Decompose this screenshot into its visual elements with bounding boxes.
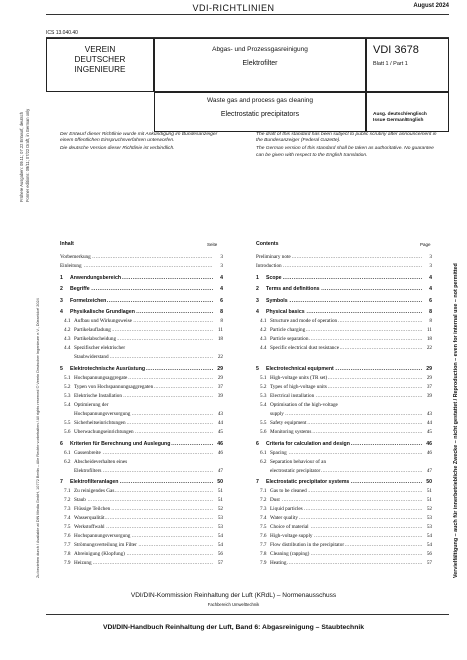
division-name: Fachbereich Umwelttechnik: [207, 602, 260, 607]
toc-en-title: Contents: [256, 241, 279, 247]
toc-entry-text: Flow distribution in the precipitator: [270, 542, 345, 549]
toc-entry-page: 47: [426, 467, 432, 474]
toc-entry-number: 6.2: [260, 458, 267, 465]
toc-entry: [256, 298, 432, 305]
toc-entry: [60, 488, 223, 495]
toc-entry: [256, 488, 432, 495]
toc-entry-text: Wasserqualität: [74, 515, 105, 522]
toc-entry-page: 39: [217, 393, 223, 399]
toc-entry-text: Monitoring systems: [270, 429, 312, 435]
toc-entry: [60, 533, 223, 540]
toc-entry-page: 56: [426, 551, 432, 558]
toc-entry-number: 5.5: [260, 420, 267, 426]
toc-entry-text: Elektrotechnische Ausrüstung: [70, 366, 146, 372]
toc-entry-text: Heizung: [74, 560, 92, 567]
toc-entry-number: 1: [60, 274, 63, 281]
toc-entry-number: 4: [60, 309, 63, 316]
toc-entry-number: 7.5: [64, 524, 71, 531]
toc-entry-page: 3: [220, 254, 223, 260]
toc-entry-page: 6: [429, 297, 432, 304]
toc-entry-page: 11: [427, 327, 432, 334]
toc-entry: [60, 497, 223, 504]
toc-entry: [256, 336, 432, 343]
toc-entry-page: 37: [426, 384, 432, 390]
toc-entry-text: supply: [270, 411, 284, 417]
toc-entry-text: Partikelaufladung: [74, 327, 111, 334]
toc-entry-text: Dust: [270, 497, 280, 504]
toc-entry-page: 4: [429, 286, 432, 293]
toc-entry-page: 6: [220, 297, 223, 304]
toc-entry-page: 53: [426, 524, 432, 531]
toc-entry-number: 4.1: [64, 318, 71, 325]
toc-entry-page: 50: [217, 479, 223, 486]
toc-entry-page: 51: [426, 497, 432, 504]
toc-entry: [60, 354, 223, 361]
toc-entry-number: 7.4: [260, 515, 267, 522]
toc-entry-number: 2: [256, 286, 259, 293]
toc-entry: [60, 275, 223, 282]
toc-entry-number: 7.1: [64, 488, 71, 495]
toc-entry-text: Zu reinigendes Gas: [74, 488, 115, 495]
toc-entry-number: 4.3: [64, 336, 71, 343]
toc-entry-number: 1: [256, 274, 259, 281]
toc-entry: [60, 429, 223, 436]
toc-entry: [256, 450, 432, 457]
toc-entry-text: Electrostatic precipitator systems: [266, 479, 350, 486]
toc-entry-page: 4: [429, 274, 432, 281]
toc-entry: [60, 254, 223, 261]
toc-entry: [256, 506, 432, 513]
toc-entry-text: Spezifischer elektrischer: [74, 345, 126, 352]
toc-entry: [256, 411, 432, 418]
toc-entry: [60, 402, 223, 409]
toc-entry-number: 5: [256, 366, 259, 372]
toc-entry-page: 54: [426, 533, 432, 540]
toc-de-title: Inhalt: [60, 241, 74, 247]
toc-entry: [256, 542, 432, 549]
toc-entry-page: 18: [426, 336, 432, 343]
toc-entry-text: electrostatic precipitator: [270, 467, 321, 474]
toc-en-page-label: Page: [420, 242, 431, 247]
toc-entry-page: 3: [429, 263, 432, 269]
toc-entry-text: Formelzeichen: [70, 297, 107, 304]
toc-entry-text: Symbols: [266, 297, 288, 304]
language-de: Ausg. deutsch/englisch: [373, 112, 427, 117]
toc-entry-page: 46: [426, 440, 432, 447]
toc-entry-text: Typen von Hochspannungsaggregaten: [74, 384, 154, 390]
toc-entry: [60, 450, 223, 457]
toc-entry-text: Types of high-voltage units: [270, 384, 327, 390]
toc-entry: [256, 309, 432, 316]
toc-entry-number: 7.4: [64, 515, 71, 522]
toc-entry-text: Hochspannungsversorgung: [74, 533, 131, 540]
toc-entry-page: 46: [217, 449, 223, 456]
toc-entry: [60, 420, 223, 427]
toc-entry: [60, 384, 223, 391]
toc-entry: [256, 468, 432, 475]
toc-entry: [256, 560, 432, 567]
toc-entry-text: Begriffe: [70, 286, 90, 293]
toc-entry-number: 5.3: [64, 393, 71, 399]
logo-line-2: DEUTSCHER: [74, 55, 126, 64]
toc-entry-text: Terms and definitions: [266, 286, 320, 293]
toc-entry-number: 6.2: [64, 458, 71, 465]
toc-entry-text: Staub: [74, 497, 86, 504]
toc-entry-text: Aufbau und Wirkungsweise: [74, 318, 132, 325]
toc-entry-text: Introduction: [256, 263, 282, 269]
document-number: VDI 3678: [373, 44, 419, 56]
toc-entry: [256, 345, 432, 352]
toc-entry: [60, 524, 223, 531]
toc-entry: [256, 393, 432, 400]
toc-entry-text: Particle charging: [270, 327, 306, 334]
toc-entry: [256, 318, 432, 325]
ics-code: ICS 13.040.40: [46, 30, 78, 36]
toc-entry-page: 43: [426, 411, 432, 417]
toc-entry-number: 7.2: [64, 497, 71, 504]
toc-entry: [256, 286, 432, 293]
toc-entry-number: 7.6: [260, 533, 267, 540]
toc-entry: [60, 468, 223, 475]
toc-entry-number: 5.2: [260, 384, 267, 390]
toc-entry-text: Anwendungsbereich: [70, 274, 122, 281]
toc-entry-number: 4.4: [260, 345, 267, 352]
toc-entry-page: 46: [426, 449, 432, 456]
german-main-title: Abgas- und Prozessgasreinigung: [212, 46, 308, 53]
toc-entry: [256, 275, 432, 282]
english-title-box: [154, 92, 366, 132]
toc-entry: [60, 560, 223, 567]
toc-entry-text: Safety equipment: [270, 420, 307, 426]
toc-de-page-label: Seite: [207, 242, 218, 247]
toc-entry-text: Preliminary note: [256, 254, 291, 260]
toc-entry: [60, 327, 223, 334]
toc-entry-page: 29: [217, 366, 223, 372]
toc-entry-text: Spacing: [270, 449, 287, 456]
toc-entry: [256, 497, 432, 504]
toc-entry-page: 43: [217, 411, 223, 417]
toc-entry-page: 8: [220, 318, 223, 325]
toc-entry: [60, 441, 223, 448]
toc-entry-number: 7.9: [64, 560, 71, 567]
toc-entry: [256, 533, 432, 540]
toc-entry-text: Optimierung der: [74, 402, 109, 408]
toc-entry-number: 2: [60, 286, 63, 293]
toc-entry-page: 53: [217, 515, 223, 522]
toc-entry: [60, 551, 223, 558]
toc-entry-number: 5.3: [260, 393, 267, 399]
toc-entry-page: 51: [217, 488, 223, 495]
toc-entry-text: Vorbemerkung: [60, 254, 91, 260]
toc-entry-number: 3: [60, 297, 63, 304]
toc-entry-text: Abreinigung (Klopfung): [74, 551, 125, 558]
toc-entry: [60, 393, 223, 400]
toc-entry-text: Werkstoffwahl: [74, 524, 105, 531]
sheet-number: Blatt 1 / Part 1: [373, 61, 408, 67]
toc-german: [60, 254, 223, 584]
toc-entry-text: Sicherheitseinrichtungen: [74, 420, 126, 426]
toc-entry-page: 54: [217, 542, 223, 549]
toc-entry-page: 52: [426, 506, 432, 513]
toc-entry-page: 51: [426, 488, 432, 495]
toc-entry: [60, 309, 223, 316]
english-note-2: The German version of this standard shall be taken as authoritative. No guarantee can be given with respect to the English translation.: [256, 146, 434, 158]
toc-entry-page: 4: [220, 274, 223, 281]
toc-entry-text: Electrical installation: [270, 393, 315, 399]
toc-entry-text: Elektrofilters: [74, 467, 102, 474]
toc-entry-number: 7.3: [260, 506, 267, 513]
toc-entry-number: 5.2: [64, 384, 71, 390]
toc-entry-page: 45: [217, 429, 223, 435]
toc-entry-number: 7.9: [260, 560, 267, 567]
toc-entry-page: 8: [429, 318, 432, 325]
toc-entry: [60, 263, 223, 270]
reproduction-notice: Vervielfältigung – auch für innerbetriebliche Zwecke – nicht gestattet / Reproduction – even for internal use – not permitted: [453, 263, 459, 578]
toc-entry-number: 6: [256, 440, 259, 447]
german-note-1: Der Entwurf dieser Richtlinie wurde mit Ankündigung im Bundesanzeiger einem öffentlichen Einspruchsverfahren unterworfen.: [60, 132, 218, 144]
copyright-notice: Zu beziehen durch / Available at DIN Media GmbH, 10772 Berlin – Alle Rechte vorbehalten / All rights reserved © Verein Deutscher Ingenieure e.V., Düsseldorf 2024: [36, 298, 40, 578]
toc-entry: [256, 441, 432, 448]
toc-entry: [60, 515, 223, 522]
toc-entry-number: 4.4: [64, 345, 71, 352]
former-editions-en: Former editions: 09/11; 07/22 Draft, in German only: [25, 108, 30, 202]
toc-entry-number: 7.8: [64, 551, 71, 558]
toc-entry-number: 7.3: [64, 506, 71, 513]
toc-entry: [256, 479, 432, 486]
toc-entry: [256, 366, 432, 373]
toc-entry: [60, 542, 223, 549]
toc-entry-page: 11: [218, 327, 223, 334]
language-en: Issue German/English: [373, 118, 424, 123]
toc-entry-number: 4.3: [260, 336, 267, 343]
document-number-box: [366, 38, 449, 92]
toc-entry-page: 8: [429, 309, 432, 316]
toc-entry: [60, 459, 223, 466]
toc-entry: [60, 336, 223, 343]
toc-entry: [256, 515, 432, 522]
vdi-logo: [46, 38, 154, 92]
toc-entry-text: Gassenbreite: [74, 449, 101, 456]
toc-entry-number: 4.1: [260, 318, 267, 325]
toc-entry-page: 37: [217, 384, 223, 390]
toc-entry-page: 29: [426, 375, 432, 381]
toc-entry: [256, 429, 432, 436]
toc-entry-number: 7.2: [260, 497, 267, 504]
toc-entry: [60, 318, 223, 325]
toc-entry-page: 51: [217, 497, 223, 504]
toc-entry: [256, 524, 432, 531]
toc-entry-page: 18: [217, 336, 223, 343]
toc-entry-number: 7.7: [64, 542, 71, 549]
toc-entry-number: 5.6: [64, 429, 71, 435]
toc-entry-text: Optimisation of the high-voltage: [270, 402, 338, 408]
toc-entry: [60, 345, 223, 352]
toc-entry-page: 22: [426, 345, 432, 352]
toc-entry-number: 5.4: [64, 402, 71, 408]
toc-entry-number: 5.1: [64, 375, 71, 381]
issue-date: August 2024: [413, 3, 449, 9]
toc-entry-page: 44: [426, 420, 432, 426]
toc-entry-text: Kriterien für Berechnung und Auslegung: [70, 440, 171, 447]
toc-entry: [256, 375, 432, 382]
toc-entry-text: Partikelabscheidung: [74, 336, 117, 343]
header-rule: [46, 14, 449, 15]
toc-entry-text: Liquid particles: [270, 506, 303, 513]
toc-entry-page: 39: [426, 393, 432, 399]
series-title: VDI-RICHTLINIEN: [192, 3, 275, 13]
toc-entry-page: 29: [426, 366, 432, 372]
german-note: [60, 132, 230, 153]
toc-entry-page: 57: [217, 560, 223, 567]
german-sub-title: Elektrofilter: [242, 60, 278, 67]
toc-entry-text: Scope: [266, 274, 282, 281]
toc-entry-text: Einleitung: [60, 263, 82, 269]
toc-entry-text: Heating: [270, 560, 287, 567]
toc-entry-number: 7.7: [260, 542, 267, 549]
toc-entry-text: Specific electrical dust resistance: [270, 345, 339, 352]
logo-line-3: INGENIEURE: [74, 65, 126, 74]
toc-entry-number: 5.5: [64, 420, 71, 426]
toc-entry-page: 44: [217, 420, 223, 426]
toc-entry-text: Hochspannungsversorgung: [74, 411, 131, 417]
toc-entry: [256, 263, 432, 270]
english-note-1: The draft of this standard has been subject to public scrutiny after announcement in the Bundesanzeiger (Federal Gazette).: [256, 132, 437, 144]
toc-entry-number: 5.1: [260, 375, 267, 381]
toc-entry: [256, 551, 432, 558]
toc-entry-number: 7.5: [260, 524, 267, 531]
toc-entry-text: High-voltage supply: [270, 533, 313, 540]
english-note: [256, 132, 440, 159]
toc-entry-page: 53: [426, 515, 432, 522]
toc-entry-page: 52: [217, 506, 223, 513]
toc-entry-text: High-voltage units (TR set): [270, 375, 328, 381]
toc-entry-text: Criteria for calculation and design: [266, 440, 350, 447]
german-note-2: Die deutsche Version dieser Richtlinie ist verbindlich.: [60, 146, 175, 152]
toc-entry-text: Water quality: [270, 515, 298, 522]
toc-entry: [256, 459, 432, 466]
toc-entry-number: 3: [256, 297, 259, 304]
toc-entry-page: 46: [217, 440, 223, 447]
logo-line-1: VEREIN: [84, 45, 116, 54]
toc-entry-page: 54: [426, 542, 432, 549]
toc-entry-number: 4.2: [260, 327, 267, 334]
toc-entry-text: Elektrische Installation: [74, 393, 122, 399]
language-box: [366, 92, 449, 132]
toc-entry-text: Electrotechnical equipment: [266, 366, 334, 372]
toc-entry-number: 5.6: [260, 429, 267, 435]
toc-entry-number: 4.2: [64, 327, 71, 334]
toc-entry-page: 57: [426, 560, 432, 567]
toc-entry-page: 3: [220, 263, 223, 269]
toc-entry: [60, 479, 223, 486]
toc-entry-text: Physical basics: [266, 309, 305, 316]
toc-entry-number: 5.4: [260, 402, 267, 408]
toc-entry-number: 4: [256, 309, 259, 316]
toc-entry-number: 7: [256, 479, 259, 486]
toc-entry: [60, 375, 223, 382]
toc-entry-text: Particle separation: [270, 336, 309, 343]
toc-entry: [60, 411, 223, 418]
footer-rule: [46, 614, 449, 615]
toc-entry-page: 54: [217, 533, 223, 540]
toc-entry: [256, 254, 432, 261]
toc-entry-text: Abscheideverhalten eines: [74, 458, 128, 465]
english-sub-title: Electrostatic precipitators: [220, 111, 300, 118]
toc-entry: [60, 286, 223, 293]
toc-entry-page: 8: [220, 309, 223, 316]
toc-entry-text: Flüssige Teilchen: [74, 506, 111, 513]
toc-entry-page: 50: [426, 479, 432, 486]
toc-entry-text: Cleaning (rapping): [270, 551, 310, 558]
toc-entry-page: 4: [220, 286, 223, 293]
toc-entry-text: Separation behaviour of an: [270, 458, 327, 465]
toc-entry-page: 53: [217, 524, 223, 531]
toc-entry-page: 56: [217, 551, 223, 558]
toc-entry-text: Physikalische Grundlagen: [70, 309, 135, 316]
english-main-title: Waste gas and process gas cleaning: [207, 97, 313, 104]
toc-entry-page: 29: [217, 375, 223, 381]
toc-entry-number: 7.1: [260, 488, 267, 495]
toc-entry-text: Überwachungseinrichtungen: [74, 429, 134, 435]
handbook-title: VDI/DIN-Handbuch Reinhaltung der Luft, Band 6: Abgasreinigung – Staubtechnik: [102, 624, 365, 631]
toc-entry: [60, 506, 223, 513]
toc-entry-text: Choice of material: [270, 524, 309, 531]
toc-entry-number: 7.8: [260, 551, 267, 558]
toc-entry-number: 6.1: [64, 449, 71, 456]
toc-entry-page: 47: [217, 467, 223, 474]
toc-entry-page: 22: [217, 354, 223, 361]
toc-entry: [256, 384, 432, 391]
toc-entry-number: 7: [60, 479, 63, 486]
toc-entry: [256, 402, 432, 409]
toc-entry-number: 7.6: [64, 533, 71, 540]
toc-english: [256, 254, 432, 584]
toc-entry-text: Gas to be cleaned: [270, 488, 307, 495]
toc-entry: [256, 420, 432, 427]
toc-entry-page: 45: [426, 429, 432, 435]
toc-entry-text: Elektrofilteranlagen: [70, 479, 119, 486]
toc-entry-text: Hochspannungsaggregate: [74, 375, 128, 381]
toc-entry: [256, 327, 432, 334]
toc-entry-number: 5: [60, 366, 63, 372]
former-editions-de: Frühere Ausgaben: 09.11; 07.22 Entwurf, deutsch: [19, 111, 24, 202]
toc-entry-page: 3: [429, 254, 432, 260]
toc-entry-text: Strömungsverteilung im Filter: [74, 542, 137, 549]
toc-entry: [60, 366, 223, 373]
german-title-box: [154, 38, 366, 92]
toc-entry-number: 6: [60, 440, 63, 447]
toc-entry-text: Staubwiderstand: [74, 354, 109, 361]
toc-entry-text: Structure and mode of operation: [270, 318, 338, 325]
toc-entry: [60, 298, 223, 305]
toc-entry-number: 6.1: [260, 449, 267, 456]
commission-name: VDI/DIN-Kommission Reinhaltung der Luft (KRdL) – Normenausschuss: [130, 592, 337, 599]
